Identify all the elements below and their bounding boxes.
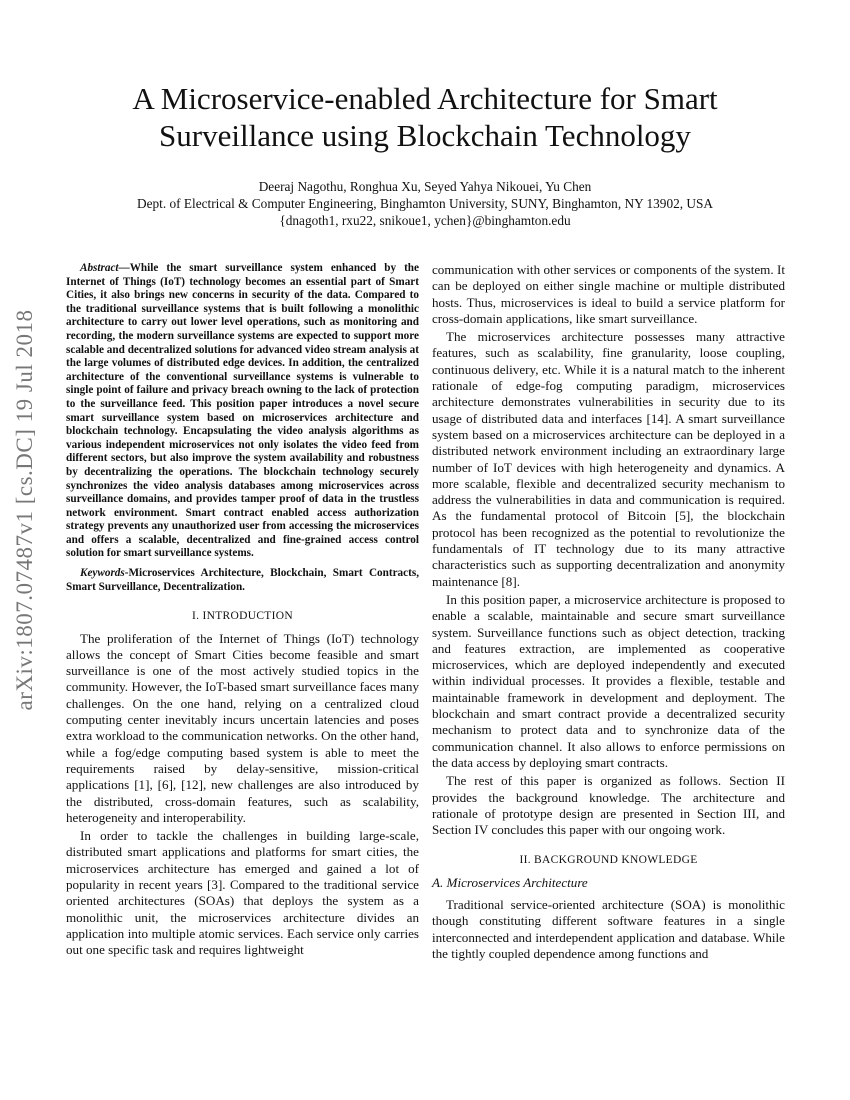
keywords-label: Keywords xyxy=(80,567,125,580)
keywords xyxy=(66,567,419,594)
paper-title: A Microservice-enabled Architecture for Smart Surveillance using Blockchain Technology xyxy=(132,81,718,153)
paragraph-soa: Traditional service-oriented architecture (SOA) is monolithic though constituting different software features in a single interconnected and interdependent application and database. While the tightly coupled dependence among functions and xyxy=(432,896,785,961)
intro-paragraph-2: In order to tackle the challenges in building large-scale, distributed smart applications and platforms for smart cities, the microservices architecture has emerged and gained a lot of popularity in recent years [3]. Compared to the traditional service oriented architectures (SOAs) that deploys the system as a monolithic unit, the microservices architecture divides an application into multiple atomic services. Each service only carries out one specific task and requires lightweight xyxy=(66,828,419,958)
affiliation: Dept. of Electrical & Computer Engineering, Binghamton University, SUNY, Binghamton, NY 13902, USA xyxy=(136,196,713,211)
paragraph-microservices-features: The microservices architecture possesses many attractive features, such as scalability, fine granularity, loose coupling, continuous delivery, etc. While it is a natural match to the inherent rationale of edge-fog computing paradigm, microservices architecture demonstrates vulnerabilities in security due to its usage of distributed data and interfaces [14]. A smart surveillance system based on a microservices architecture can be deployed in a distributed network environment including an extraordinary large number of IoT devices with high heterogeneity and dynamics. A more scalable, flexible and decentralized security mechanism to address the vulnerabilities in data and communication is required. As the fundamental protocol of Bitcoin [5], the blockchain protocol has been recognized as the potential to revolutionize the fundamentals of IT technology due to its many attractive characteristics such as supporting decentralization and anonymity maintenance [8]. xyxy=(432,329,785,589)
intro-paragraph-1: The proliferation of the Internet of Things (IoT) technology allows the concept of Smart Cities become feasible and smart surveillance is one of the most actively studied topics in the community. However, the IoT-based smart surveillance faces many challenges. On the one hand, relying on a centralized cloud computing center inevitably incurs uncertain latencies and poses extra workload to the communication networks. On the other hand, while a fog/edge computing based system is able to meet the requirements raised by delay-sensitive, mission-critical applications [1], [6], [12], new challenges are also introduced by the distributed, cross-domain features, such as scalability, heterogeneity and interoperability. xyxy=(66,630,419,825)
arxiv-identifier: arXiv:1807.07487v1 [cs.DC] 19 Jul 2018 xyxy=(12,309,37,711)
author-emails: {dnagoth1, rxu22, snikoue1, ychen}@binghamton.edu xyxy=(279,213,571,228)
section-heading-introduction: I. INTRODUCTION xyxy=(192,610,293,623)
author-block xyxy=(60,178,790,229)
paragraph-position-paper: In this position paper, a microservice architecture is proposed to enable a scalable, maintainable and secure smart surveillance system. Surveillance functions such as object detection, tracking and features extraction, are implemented as cooperative microservices, which are deployed independently and executed within individual processes. It provides a flexible, testable and maintainable framework in development and deployment. The blockchain and smart contract provide a decentralized security mechanism to protect data and to synchronize data of the communication channel. It also allows to enforce permissions on the data access by deploying smart contracts. xyxy=(432,591,785,770)
right-column xyxy=(432,262,785,964)
arxiv-side-stamp xyxy=(4,300,46,720)
paragraph-organization: The rest of this paper is organized as follows. Section II provides the background knowledge. The architecture and rationale of prototype design are presented in Section III, and Section IV concludes this paper with our ongoing work. xyxy=(432,773,785,838)
left-column xyxy=(66,262,419,960)
section-heading-background: II. BACKGROUND KNOWLEDGE xyxy=(519,854,698,867)
paragraph-continued: communication with other services or components of the system. It can be deployed on either single machine or multiple distributed hosts. Thus, microservices is ideal to build a service platform for cross-domain applications, like smart surveillance. xyxy=(432,262,785,326)
keywords-text: -Microservices Architecture, Blockchain, Smart Contracts, Smart Surveillance, Decentralization. xyxy=(66,567,419,593)
subsection-heading-microservices: A. Microservices Architecture xyxy=(432,874,588,890)
abstract xyxy=(66,262,419,561)
abstract-text: —While the smart surveillance system enhanced by the Internet of Things (IoT) technology becomes an essential part of Smart Cities, it also brings new concerns in security of the data. Compared to the traditional surveillance systems that is built following a monolithic architecture to carry out lower level operations, such as monitoring and recording, the modern surveillance systems are expected to support more scalable and decentralized solutions for advanced video stream analysis at the large volumes of distributed edge devices. In addition, the centralized architecture of the conventional surveillance systems is vulnerable to single point of failure and privacy breach owning to the lack of protection to the surveillance feed. This position paper introduces a novel secure smart surveillance system based on microservices architecture and blockchain technology. Encapsulating the video analysis algorithms as various independent microservices not only isolates the video feed from different sectors, but also improve the system availability and robustness by decentralizing the operations. The blockchain technology securely synchronizes the video analysis databases among microservices across surveillance domains, and provides tamper proof of data in the trustless network environment. Smart contract enabled access authorization strategy prevents any unauthorized user from accessing the microservices and offers a scalable, decentralized and fine-grained access control solution for smart surveillance systems. xyxy=(66,262,419,560)
abstract-label: Abstract xyxy=(80,262,119,274)
author-names: Deeraj Nagothu, Ronghua Xu, Seyed Yahya Nikouei, Yu Chen xyxy=(258,179,592,194)
